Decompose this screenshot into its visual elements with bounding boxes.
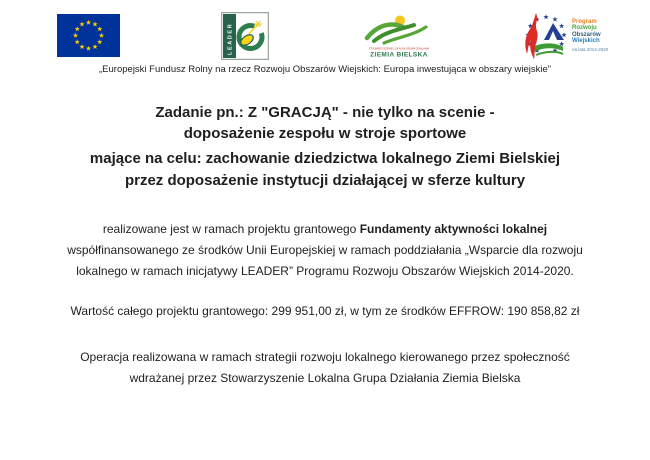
prow-logo-text (572, 19, 608, 54)
ziemia-bielska-logo-icon (362, 13, 436, 59)
leader-logo-icon (221, 12, 269, 60)
task-title (0, 102, 650, 144)
grant-project-line2: współfinansowanego ze środków Unii Europejskiej w ramach poddziałania „Wsparcie dla rozwoju (67, 243, 583, 257)
grant-project-paragraph (35, 219, 615, 282)
grant-project-name: Fundamenty aktywności lokalnej (359, 222, 548, 236)
operation-line1: Operacja realizowana w ramach strategii rozwoju lokalnego kierowanego przez społeczność (80, 350, 570, 364)
prow-word-program: Program (572, 18, 597, 25)
prow-logo (523, 12, 623, 60)
task-title-line1: Zadanie pn.: Z "GRACJĄ" - nie tylko na scenie - (155, 104, 495, 121)
grant-project-line1 (35, 219, 615, 240)
operation-line2: wdrażanej przez Stowarzyszenie Lokalna Grupa Działania Ziemia Bielska (129, 371, 521, 385)
eu-flag-icon (57, 14, 120, 57)
leader-vertical-label: LEADER (227, 22, 234, 55)
grant-project-line1-regular: realizowane jest w ramach projektu grantowego (102, 222, 360, 236)
eu-fund-caption: „Europejski Fundusz Rolny na rzecz Rozwoju Obszarów Wiejskich: Europa inwestująca w obszary wiejskie” (99, 64, 551, 75)
ziemia-bielska-small-line: STOWARZYSZENIE LOKALNA GRUPA DZIAŁANIA (368, 47, 430, 51)
task-goal-line2: przez doposażenie instytucji działającej w sferze kultury (124, 172, 526, 189)
project-value-paragraph: Wartość całego projektu grantowego: 299 951,00 zł, w tym ze środków EFFROW: 190 858,82 zł (70, 304, 580, 318)
prow-word-obszarow: Obszarów (572, 31, 601, 38)
prow-word-rozwoju: Rozwoju (572, 25, 597, 32)
task-title-line2: doposażenie zespołu w stroje sportowe (183, 125, 467, 142)
prow-word-wiejskich: Wiejskich (572, 38, 600, 45)
task-goal (0, 148, 650, 192)
prow-emblem-icon (523, 12, 569, 60)
ziemia-bielska-name: ZIEMIA BIELSKA (370, 51, 428, 59)
task-goal-line1: mające na celu: zachowanie dziedzictwa lokalnego Ziemi Bielskiej (89, 150, 561, 167)
prow-years-label: na lata 2014-2020 (572, 46, 609, 52)
grant-project-line3: lokalnego w ramach inicjatywy LEADER” Programu Rozwoju Obszarów Wiejskich 2014-2020. (76, 264, 574, 278)
operation-paragraph (35, 347, 615, 389)
